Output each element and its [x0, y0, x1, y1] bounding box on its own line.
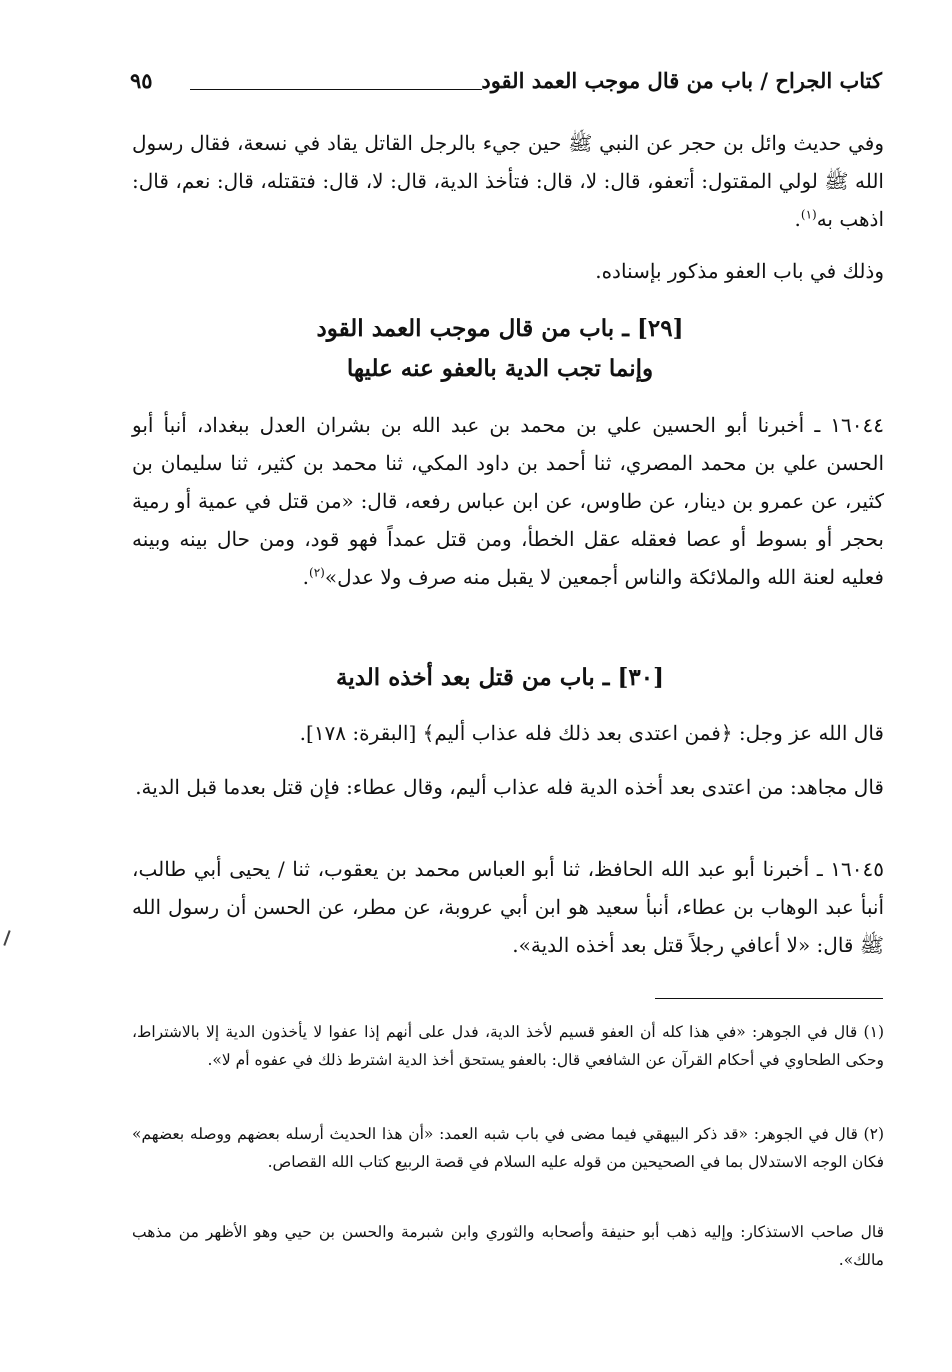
paragraph-hadith-16045: ١٦٠٤٥ ـ أخبرنا أبو عبد الله الحافظ، ثنا أبو العباس محمد بن يعقوب، ثنا / يحيى أبي طالب، أنبأ عبد الوهاب بن عطاء، أنبأ سعيد هو ابن أبي عروبة، عن مطر، عن الحسن أن رسول الله ﷺ قال: «لا أعافي رجلاً قتل بعد أخذه الدية». — [132, 857, 884, 957]
paragraph-text: ١٦٠٤٤ ـ أخبرنا أبو الحسين علي بن محمد بن عبد الله بن بشران العدل ببغداد، أنبأ أبو الحسن علي بن محمد المصري، ثنا أحمد بن داود المكي، ثنا محمد بن كثير، ثنا سليمان بن كثير، عن عمرو بن دينار، عن طاوس، عن ابن عباس رفعه، قال: «من قتل في عمية أو رمية بحجر أو بسوط أو عصا فعقله عقل الخطأ، ومن قتل عمداً فهو قود، ومن حال بينه وبينه فعليه لعنة الله والملائكة والناس أجمعين لا يقبل منه صرف ولا عدل» — [132, 413, 884, 589]
footnote-ref-2: (٢) — [309, 565, 325, 580]
footnote-separator — [655, 998, 883, 999]
paragraph-end: . — [302, 565, 310, 589]
footnote-1: (١) قال في الجوهر: «في هذا كله أن العفو قسيم لأخذ الدية، فدل على أنهم إذا عفوا لا يأخذون الدية إلا بالاشتراط، وحكى الطحاوي في أحكام القرآن عن الشافعي قال: بالعفو يستحق أخذ الدية اشترط ذلك في عفوه أم لا». — [132, 1023, 884, 1069]
paragraph-mujahid: قال مجاهد: من اعتدى بعد أخذه الدية فله عذاب أليم، وقال عطاء: فإن قتل بعدما قبل الدية. — [135, 775, 884, 799]
header-title: كتاب الجراح / باب من قال موجب العمد القود — [481, 68, 882, 93]
heading-chapter-29-line2: وإنما تجب الدية بالعفو عنه عليها — [346, 355, 654, 382]
heading-chapter-29-line1: [٢٩] ـ باب من قال موجب العمد القود — [316, 315, 684, 342]
paragraph-hadith-16044 — [132, 406, 884, 596]
paragraph-afw-reference: وذلك في باب العفو مذكور بإسناده. — [595, 259, 884, 283]
running-header — [130, 68, 882, 102]
paragraph-end: . — [794, 207, 801, 231]
heading-chapter-30: [٣٠] ـ باب من قتل بعد أخذه الدية — [335, 664, 665, 691]
footnote-ref-1: (١) — [800, 207, 817, 222]
margin-mark — [3, 930, 10, 946]
page-number: ٩٥ — [130, 68, 153, 93]
footnote-2: (٢) قال في الجوهر: «قد ذكر البيهقي فيما مضى في باب شبه العمد: «أن هذا الحديث أرسله بعضهم ووصله بعضهم» فكان الوجه الاستدلال بما في الصحيحين من قوله عليه السلام في قصة الربيع كتاب الله القصاص. — [132, 1125, 884, 1171]
paragraph-text: وفي حديث وائل بن حجر عن النبي ﷺ حين جيء بالرجل القاتل يقاد في نسعة، فقال رسول الله ﷺ لولي المقتول: أتعفو، قال: لا، قال: فتأخذ الدية، قال: لا، قال: فتقتله، قال: نعم، قال: اذهب به — [132, 131, 884, 231]
paragraph-quran-verse: قال الله عز وجل: ﴿فمن اعتدى بعد ذلك فله عذاب أليم﴾ [البقرة: ١٧٨]. — [299, 721, 884, 745]
paragraph-wail-hadith — [132, 124, 884, 238]
header-rule — [190, 89, 482, 90]
footnote-2-continuation: قال صاحب الاستذكار: وإليه ذهب أبو حنيفة وأصحابه والثوري وابن شبرمة والحسن بن حيي وهو الأظهر من مذهب مالك». — [132, 1223, 884, 1269]
